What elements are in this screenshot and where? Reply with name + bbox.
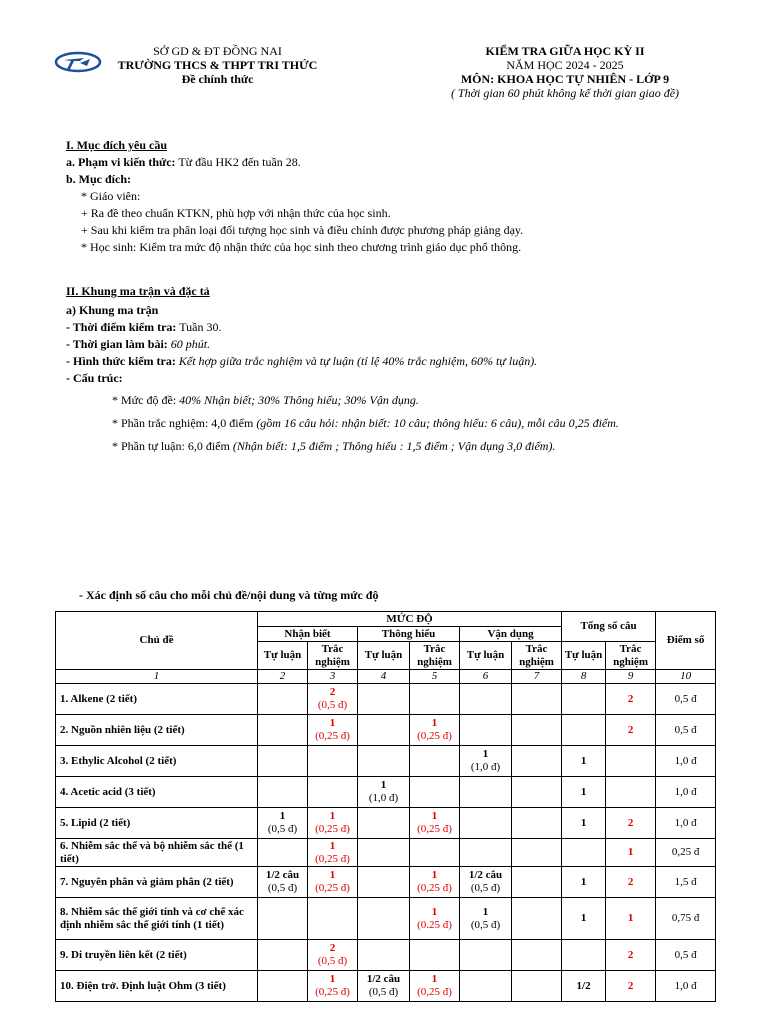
column-number: 7 [512, 670, 562, 684]
total-essay-cell [562, 839, 606, 867]
score-cell: 1,5 đ [656, 867, 716, 898]
question-count: 1 [482, 748, 489, 760]
count-cell [258, 867, 308, 898]
scope-label: a. Phạm vi kiến thức: [66, 155, 176, 169]
count-cell [258, 971, 308, 1002]
question-count: 2 [329, 686, 336, 698]
count-cell [258, 715, 308, 746]
count-cell [460, 808, 512, 839]
count-cell [358, 971, 410, 1002]
count-cell [512, 746, 562, 777]
purpose-label: b. Mục đích: [66, 172, 132, 186]
total-essay-cell: 1 [562, 746, 606, 777]
count-cell [512, 839, 562, 867]
matrix-table [55, 611, 716, 1002]
score-cell: 1,0 đ [656, 808, 716, 839]
question-count: 1 [482, 905, 489, 918]
question-count: 1 [431, 973, 438, 985]
duration-note: ( Thời gian 60 phút không kể thời gian giao đề) [450, 86, 680, 100]
count-cell [410, 746, 460, 777]
time-value: Tuần 30. [176, 320, 222, 334]
score-cell: 0,5 đ [656, 684, 716, 715]
school-name: TRƯỜNG THCS & THPT TRI THỨC [117, 58, 318, 72]
question-count: 1 [431, 869, 438, 881]
header-tu-luan: Tự luận [258, 642, 308, 670]
count-cell [358, 940, 410, 971]
table-row [56, 777, 716, 808]
total-essay-cell: 1 [562, 808, 606, 839]
topic-cell: 8. Nhiễm sắc thể giới tính và cơ chế xác định nhiễm sắc thể giới tính (1 tiết) [56, 898, 258, 940]
count-cell [308, 746, 358, 777]
count-cell [410, 684, 460, 715]
point-value: (1,0 đ) [368, 792, 399, 804]
topic-cell: 7. Nguyên phân và giảm phân (2 tiết) [56, 867, 258, 898]
official-label: Đề chính thức [181, 72, 254, 86]
question-count: 1/2 câu [366, 973, 401, 985]
table-row [56, 867, 716, 898]
count-cell [410, 971, 460, 1002]
score-cell: 0,75 đ [656, 898, 716, 940]
point-value: (1,0 đ) [470, 761, 501, 773]
point-value: (0,5 đ) [317, 955, 348, 967]
total-essay-cell: 1 [562, 867, 606, 898]
count-cell [308, 971, 358, 1002]
count-cell [410, 898, 460, 940]
table-row [56, 808, 716, 839]
form-value: Kết hợp giữa trắc nghiệm và tự luận (tỉ lệ 40% trắc nghiệm, 60% tự luận). [175, 354, 538, 368]
column-number: 2 [258, 670, 308, 684]
column-number: 3 [308, 670, 358, 684]
school-year: NĂM HỌC 2024 - 2025 [506, 58, 624, 72]
total-mcq-cell: 2 [606, 867, 656, 898]
count-cell [512, 971, 562, 1002]
matrix-subtitle: a) Khung ma trận [66, 303, 159, 317]
table-row [56, 971, 716, 1002]
topic-cell: 1. Alkene (2 tiết) [56, 684, 258, 715]
count-cell [258, 898, 308, 940]
table-caption: - Xác định số câu cho mỗi chủ đề/nội dung và từng mức độ [79, 588, 379, 602]
header-score: Điểm số [656, 612, 716, 670]
topic-cell: 3. Ethylic Alcohol (2 tiết) [56, 746, 258, 777]
topic-cell: 5. Lipid (2 tiết) [56, 808, 258, 839]
topic-cell: 10. Điện trở. Định luật Ohm (3 tiết) [56, 971, 258, 1002]
score-cell: 0,5 đ [656, 715, 716, 746]
count-cell [308, 867, 358, 898]
count-cell [308, 940, 358, 971]
table-row [56, 898, 716, 940]
dept-name: SỞ GD & ĐT ĐỒNG NAI [153, 44, 282, 58]
header-topic: Chủ đề [56, 612, 258, 670]
score-cell: 1,0 đ [656, 746, 716, 777]
table-row [56, 715, 716, 746]
count-cell [358, 867, 410, 898]
count-cell [460, 940, 512, 971]
count-cell [258, 808, 308, 839]
question-count: 1 [329, 717, 336, 729]
total-essay-cell [562, 715, 606, 746]
count-cell [308, 808, 358, 839]
total-mcq-cell: 2 [606, 808, 656, 839]
score-cell: 1,0 đ [656, 971, 716, 1002]
question-count: 2 [329, 942, 336, 954]
structure-label: - Cấu trúc: [66, 371, 123, 385]
total-mcq-cell [606, 746, 656, 777]
total-essay-cell [562, 940, 606, 971]
header-tu-luan: Tự luận [358, 642, 410, 670]
section1-title: I. Mục đích yêu cầu [66, 138, 168, 152]
column-number-row [56, 670, 716, 684]
count-cell [512, 777, 562, 808]
count-cell [512, 898, 562, 940]
count-cell [258, 777, 308, 808]
duration-value: 60 phút. [167, 337, 211, 351]
count-cell [512, 940, 562, 971]
total-essay-cell [562, 684, 606, 715]
question-count: 1 [431, 717, 438, 729]
question-count: 1 [329, 839, 336, 852]
count-cell [460, 777, 512, 808]
topic-cell: 6. Nhiễm sắc thể và bộ nhiễm sắc thể (1 tiết) [56, 839, 258, 867]
total-mcq-cell: 2 [606, 971, 656, 1002]
purpose-line: * Giáo viên: [81, 189, 141, 203]
count-cell [460, 746, 512, 777]
point-value: (0,25 đ) [417, 823, 452, 835]
count-cell [512, 684, 562, 715]
total-mcq-cell: 2 [606, 684, 656, 715]
count-cell [308, 898, 358, 940]
header-level: MỨC ĐỘ [258, 612, 562, 627]
count-cell [358, 777, 410, 808]
point-value: (0.25 đ) [417, 918, 452, 931]
point-value: (0,5 đ) [470, 882, 501, 894]
count-cell [358, 839, 410, 867]
count-cell [258, 684, 308, 715]
question-count: 1 [431, 810, 438, 822]
topic-cell: 4. Acetic acid (3 tiết) [56, 777, 258, 808]
score-cell: 0,25 đ [656, 839, 716, 867]
topic-cell: 9. Di truyền liên kết (2 tiết) [56, 940, 258, 971]
point-value: (0,25 đ) [315, 986, 350, 998]
header-trac-nghiem: Trắc nghiệm [512, 642, 562, 670]
section-purpose [66, 137, 746, 256]
table-row [56, 684, 716, 715]
time-label: - Thời điểm kiểm tra: [66, 320, 177, 334]
total-mcq-cell: 2 [606, 940, 656, 971]
table-row [56, 839, 716, 867]
structure-bullet-2: * Phần trắc nghiệm: 4,0 điểm (gồm 16 câu hỏi: nhận biết: 10 câu; thông hiểu: 6 câu), mỗi câu 0,25 điểm. [112, 416, 619, 430]
count-cell [460, 898, 512, 940]
structure-bullet-3: * Phần tự luận: 6,0 điểm (Nhận biết: 1,5 điểm ; Thông hiểu : 1,5 điểm ; Vận dụng 3,0 điểm). [112, 439, 556, 453]
purpose-line: * Học sinh: Kiểm tra mức độ nhận thức của học sinh theo chương trình giáo dục phổ thông. [81, 240, 522, 254]
section2-title: II. Khung ma trận và đặc tả [66, 284, 210, 298]
count-cell [358, 898, 410, 940]
count-cell [460, 684, 512, 715]
question-count: 1 [329, 973, 336, 985]
header-thong-hieu: Thông hiểu [358, 627, 460, 642]
question-count: 1 [279, 810, 286, 822]
point-value: (0,25 đ) [315, 730, 350, 742]
column-number: 6 [460, 670, 512, 684]
count-cell [460, 867, 512, 898]
count-cell [460, 715, 512, 746]
column-number: 4 [358, 670, 410, 684]
point-value: (0,5 đ) [470, 918, 501, 931]
duration-label: - Thời gian làm bài: [66, 337, 168, 351]
point-value: (0,5 đ) [267, 882, 298, 894]
count-cell [358, 808, 410, 839]
topic-cell: 2. Nguồn nhiên liệu (2 tiết) [56, 715, 258, 746]
count-cell [358, 684, 410, 715]
question-count: 1/2 câu [265, 869, 300, 881]
table-row [56, 940, 716, 971]
count-cell [410, 940, 460, 971]
structure-bullet-1: * Mức độ đề: 40% Nhận biết; 30% Thông hiểu; 30% Vận dụng. [112, 393, 419, 407]
total-essay-cell: 1 [562, 777, 606, 808]
count-cell [410, 867, 460, 898]
count-cell [358, 746, 410, 777]
header-tu-luan: Tự luận [460, 642, 512, 670]
total-essay-cell: 1/2 [562, 971, 606, 1002]
count-cell [308, 777, 358, 808]
header-total: Tổng số câu [562, 612, 656, 642]
point-value: (0,25 đ) [315, 852, 350, 865]
count-cell [512, 808, 562, 839]
count-cell [358, 715, 410, 746]
point-value: (0,5 đ) [267, 823, 298, 835]
count-cell [512, 867, 562, 898]
count-cell [512, 715, 562, 746]
question-count: 1 [431, 905, 438, 918]
point-value: (0,25 đ) [417, 882, 452, 894]
subject-line: MÔN: KHOA HỌC TỰ NHIÊN - LỚP 9 [460, 72, 670, 86]
scope-value: Từ đầu HK2 đến tuần 28. [175, 155, 301, 169]
count-cell [460, 971, 512, 1002]
column-number: 9 [606, 670, 656, 684]
point-value: (0,25 đ) [417, 986, 452, 998]
column-number: 8 [562, 670, 606, 684]
column-number: 5 [410, 670, 460, 684]
form-label: - Hình thức kiểm tra: [66, 354, 176, 368]
question-count: 1 [329, 869, 336, 881]
count-cell [308, 715, 358, 746]
count-cell [308, 684, 358, 715]
count-cell [460, 839, 512, 867]
point-value: (0,5 đ) [368, 986, 399, 998]
purpose-line: + Sau khi kiểm tra phân loại đối tượng học sinh và điều chỉnh được phương pháp giảng dạy. [81, 223, 524, 237]
header-trac-nghiem: Trắc nghiệm [410, 642, 460, 670]
question-count: 1 [380, 779, 387, 791]
exam-title: KIỂM TRA GIỮA HỌC KỲ II [485, 44, 645, 58]
header-tu-luan: Tự luận [562, 642, 606, 670]
header-trac-nghiem: Trắc nghiệm [606, 642, 656, 670]
header-right [400, 44, 730, 100]
point-value: (0,25 đ) [315, 882, 350, 894]
total-mcq-cell: 1 [606, 839, 656, 867]
point-value: (0,25 đ) [417, 730, 452, 742]
table-row [56, 746, 716, 777]
score-cell: 1,0 đ [656, 777, 716, 808]
purpose-line: + Ra đề theo chuẩn KTKN, phù hợp với nhận thức của học sinh. [81, 206, 391, 220]
column-number: 10 [656, 670, 716, 684]
total-mcq-cell: 1 [606, 898, 656, 940]
column-number: 1 [56, 670, 258, 684]
count-cell [258, 839, 308, 867]
count-cell [410, 839, 460, 867]
section-matrix-info [66, 283, 756, 455]
total-essay-cell: 1 [562, 898, 606, 940]
total-mcq-cell [606, 777, 656, 808]
count-cell [410, 808, 460, 839]
header-van-dung: Vận dụng [460, 627, 562, 642]
count-cell [308, 839, 358, 867]
count-cell [410, 777, 460, 808]
count-cell [410, 715, 460, 746]
point-value: (0,5 đ) [317, 699, 348, 711]
count-cell [258, 746, 308, 777]
score-cell: 0,5 đ [656, 940, 716, 971]
header-left [90, 44, 345, 86]
point-value: (0,25 đ) [315, 823, 350, 835]
total-mcq-cell: 2 [606, 715, 656, 746]
question-count: 1 [329, 810, 336, 822]
question-count: 1/2 câu [468, 869, 503, 881]
count-cell [258, 940, 308, 971]
header-nhan-biet: Nhận biết [258, 627, 358, 642]
header-trac-nghiem: Trắc nghiệm [308, 642, 358, 670]
